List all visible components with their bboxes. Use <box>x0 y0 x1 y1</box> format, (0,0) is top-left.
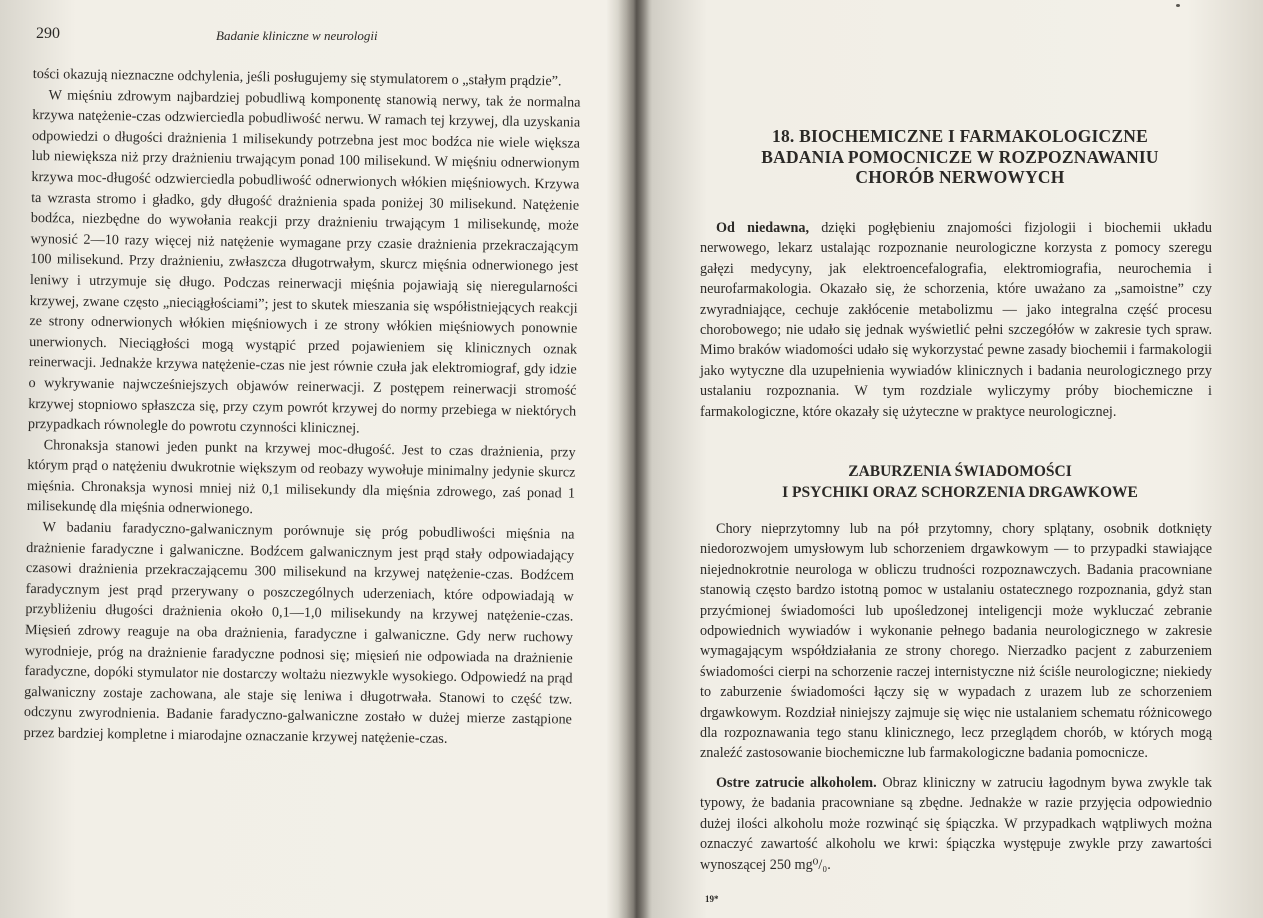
chapter-title-line: 18. BIOCHEMICZNE I FARMAKOLOGICZNE <box>772 126 1148 146</box>
left-page-header <box>36 25 596 49</box>
left-page-body <box>24 64 581 751</box>
section-heading <box>710 462 1210 503</box>
running-head: Badanie kliniczne w neurologii <box>216 28 378 43</box>
alcohol-text: Obraz kliniczny w zatruciu łagodnym bywa zwykle tak typowy, że badania pracowniane są zbędne. Jednakże w razie przyjęcia odpowiednio dużej ilości alkoholu może rozwinąć się śpiączka. W przypadkach wątpliwych można oznaczyć zawartość alkoholu we krwi: śpiączka występuje zwykle przy zawartości wynoszącej 250 mg⁰/₀. <box>700 774 1212 873</box>
intro-paragraph <box>700 218 1212 422</box>
paragraph: W badaniu faradyczno-galwanicznym porównuje się próg pobudliwości mięśnia na drażnienie faradyczne i galwaniczne. Bodźcem galwanicznym jest prąd stały odpowiadający czasowi drażnienia przekraczającemu 300 milisekund na krzywej natężenie-czas. Bodźcem faradycznym jest prąd przerywany o poszczególnych uderzeniach, które odpowiadają w przybliżeniu długości drażnienia około 0,1—1,0 milisekundy na krzywej natężenie-czas. Mięsień zdrowy reaguje na oba drażnienia, faradyczne i galwaniczne. Gdy nerw ruchowy wyrodnieje, próg na drażnienie faradyczne podnosi się; mięsień nie odpowiada na drażnienie faradyczne, dopóki stymulator nie dostarczy woltażu niezwykle wysokiego. Odpowiedź na prąd galwaniczny zostaje zachowana, ale staje się leniwa i długotrwała. Stanowi to część tzw. odczynu zwyrodnienia. Badanie faradyczno-galwaniczne zostało w dużej mierze zastąpione przez bardziej kompletne i miarodajne oznaczanie krzywej natężenie-czas. <box>23 519 575 747</box>
section-heading-line: ZABURZENIA ŚWIADOMOŚCI <box>848 463 1072 480</box>
right-page <box>648 0 1263 918</box>
printer-signature: 19* <box>705 894 719 904</box>
chapter-title-line: BADANIA POMOCNICZE W ROZPOZNAWANIU <box>761 146 1159 167</box>
intro-lead: Od niedawna, <box>716 220 810 236</box>
book-gutter <box>618 0 652 918</box>
paper-speck <box>1176 4 1180 7</box>
section-body <box>700 519 1212 875</box>
intro-text: dzięki pogłębieniu znajomości fizjologii i biochemii układu nerwowego, lekarz ustalając rozpoznanie neurologiczne korzysta z pomocy szeregu gałęzi medycyny, jak elektroencefalografia, elektromiografia, neurochemia i neurofarmakologia. Okazało się, że schorzenia, które uważano za „samoistne” czy zwyradniające, cechuje zakłócenie metabolizmu — jako integralna część procesu chorobowego; nie udało się jednak wyświetlić pełni szczegółów w zakresie tych spraw. Mimo braków wiadomości udało się wykorzystać pewne zasady biochemii i farmakologii jako wytyczne dla uzupełnienia wywiadów klinicznych i badania neurologicznego przy ustalaniu rozpoznania. W tym rozdziale wyliczymy próby biochemiczne i farmakologiczne, które okazały się użyteczne w praktyce neurologicznej. <box>700 220 1212 420</box>
chapter-title-line: CHORÓB NERWOWYCH <box>855 167 1065 187</box>
alcohol-lead: Ostre zatrucie alkoholem. <box>716 774 877 791</box>
chapter-title <box>710 126 1210 188</box>
left-page <box>0 0 620 918</box>
section-heading-line: I PSYCHIKI ORAZ SCHORZENIA DRGAWKOWE <box>782 483 1138 501</box>
alcohol-paragraph <box>700 773 1212 875</box>
paragraph: tości okazują nieznaczne odchylenia, jeśli posługujemy się stymulatorem o „stałym prądzie”. <box>32 65 562 90</box>
paragraph: Chory nieprzytomny lub na pół przytomny, chory splątany, osobnik dotknięty niedorozwojem umysłowym lub schorzeniem drgawkowym — to przypadki stawiające niejednokrotnie neurologa w obliczu trudności rozpoznawczych. Badania pracowniane stanowią często bardzo istotną pomoc w ustalaniu ostatecznego rozpoznania, gdyż stan przyćmionej świadomości lub upośledzonej inteligencji może wykluczać zebranie odpowiednich wywiadów i wykonanie pełnego badania neurologicznego w zakresie wymagającym współdziałania ze strony chorego. Nierzadko pacjent z zaburzeniem świadomości cierpi na schorzenie raczej internistyczne niż ściśle neurologiczne; niekiedy to zaburzenie świadomości łączy się w wypadach z urazem lub ze schorzeniem drgawkowym. Rozdział niniejszy zajmuje się więc nie ustalaniem schematu różnicowego dla rozpoznawania tego stanu klinicznego, lecz przeglądem chorób, w których mogą znaleźć zastosowanie biochemiczne lub farmakologiczne badania pomocnicze. <box>700 521 1212 762</box>
chapter-intro <box>700 218 1212 422</box>
page-number: 290 <box>36 25 60 42</box>
paragraph: Chronaksja stanowi jeden punkt na krzywej moc-długość. Jest to czas drażnienia, przy którym prąd o natężeniu dwukrotnie większym od reobazy wywołuje minimalny jedynie skurcz mięśnia. Chronaksja wynosi mniej niż 0,1 milisekundy dla mięśnia zdrowego, zaś ponad 1 milisekundę dla mięśnia odnerwionego. <box>26 436 576 518</box>
paragraph: W mięśniu zdrowym najbardziej pobudliwą komponentę stanowią nerwy, tak że normalna krzywa natężenie-czas odzwierciedla pobudliwość nerwu. W ramach tej krzywej, dla uzyskania odpowiedzi o długości drażnienia 1 milisekundy potrzebna jest moc bodźca nie wiele większa lub niewiększa niż przy drażnieniu trwającym ponad 100 milisekund. W mięśniu odnerwionym krzywa moc-długość odzwierciedla pobudliwość odnerwionych włókien mięśniowych. Krzywa ta wzrasta stromo i gładko, gdy długość drażnienia spada poniżej 30 milisekund. Natężenie bodźca, niezbędne do wywołania reakcji przy drażnieniu trwającym 1 milisekundę, może wynosić 2—10 razy więcej niż natężenie wymagane przy czasie drażnienia przekraczającym 100 milisekund. Przy drażnieniu, zwłaszcza długotrwałym, skurcz mięśnia odnerwionego jest leniwy i utrzymuje się długo. Podczas reinerwacji mięśnia pojawiają się nieregularności krzywej, zwane często „nieciągłościami”; jest to skutek mieszania się współistniejących reakcji ze strony odnerwionych włókien mięśniowych i ze strony włókien mięśniowych ponownie unerwionych. Nieciągłości mogą wystąpić przed pojawieniem się klinicznych oznak reinerwacji. Jednakże krzywa natężenie-czas nie jest równie czuła jak elektromiograf, gdy idzie o wykrywanie najwcześniejszych objawów reinerwacji. Z postępem reinerwacji stromość krzywej stopniowo spłaszcza się, przy czym powrót krzywej do normy przebiega w niektórych przypadkach równolegle do powrotu czynności klinicznej. <box>27 86 581 437</box>
